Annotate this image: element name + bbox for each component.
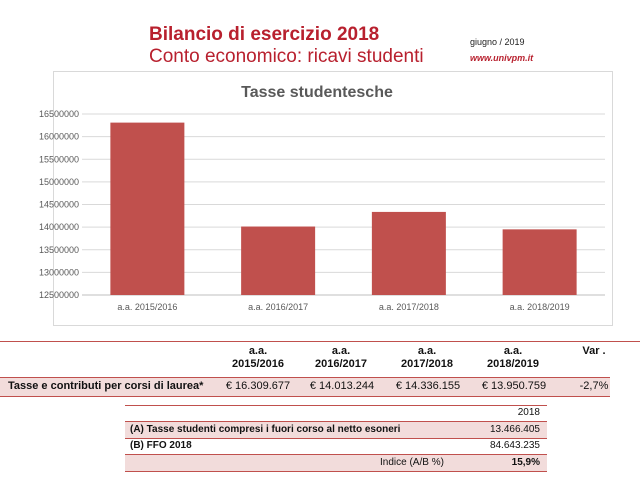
- fees-header-col-3: a.a. 2017/2018: [401, 345, 453, 370]
- fees-value-2018: € 13.950.759: [481, 380, 547, 392]
- index-row-a-label: (A) Tasse studenti compresi i fuori corso al netto esoneri: [130, 424, 401, 435]
- x-tick-label: a.a. 2015/2016: [117, 302, 178, 312]
- index-row-c-label: Indice (A/B %): [380, 457, 444, 468]
- fees-row-label: Tasse e contributi per corsi di laurea*: [8, 380, 204, 392]
- slide-title: Bilancio di esercizio 2018: [149, 24, 380, 45]
- y-tick-label: 14000000: [38, 222, 79, 233]
- chart-title: Tasse studentesche: [241, 84, 393, 101]
- y-tick-label: 15500000: [38, 154, 79, 165]
- x-tick-label: a.a. 2018/2019: [509, 302, 570, 312]
- index-table-bottom-rule: [125, 471, 547, 472]
- fees-table-top-rule: [0, 341, 640, 342]
- y-tick-label: 16500000: [38, 109, 79, 119]
- slide-url[interactable]: www.univpm.it: [470, 53, 534, 63]
- index-year-header: 2018: [517, 407, 540, 418]
- fees-header-col-4: a.a. 2018/2019: [487, 345, 539, 370]
- x-tick-label: a.a. 2016/2017: [248, 302, 309, 312]
- index-row-c-value: 15,9%: [511, 457, 540, 468]
- index-table-top-rule: [125, 405, 547, 406]
- bar-3: [372, 212, 446, 295]
- bar-1: [110, 123, 184, 295]
- index-row-b-value: 84.643.235: [489, 440, 540, 451]
- index-row-b-label: (B) FFO 2018: [130, 440, 192, 451]
- fees-value-2016: € 14.013.244: [309, 380, 375, 392]
- fees-value-var: -2,7%: [579, 380, 609, 392]
- fees-value-2015: € 16.309.677: [225, 380, 291, 392]
- y-tick-label: 15000000: [38, 176, 79, 187]
- y-tick-label: 13500000: [38, 244, 79, 255]
- slide-subtitle: Conto economico: ricavi studenti: [149, 46, 424, 67]
- bar-2: [241, 227, 315, 295]
- y-tick-label: 12500000: [38, 290, 79, 300]
- fees-header-col-1: a.a. 2015/2016: [232, 345, 284, 370]
- index-table-rule-2: [125, 438, 547, 439]
- fees-header-var: Var .: [582, 345, 606, 357]
- y-tick-label: 13000000: [38, 267, 79, 278]
- bar-4: [503, 229, 577, 295]
- y-tick-label: 16000000: [38, 131, 79, 142]
- index-row-a-value: 13.466.405: [489, 424, 540, 435]
- fees-header-col-2: a.a. 2016/2017: [315, 345, 367, 370]
- y-tick-label: 14500000: [38, 199, 79, 210]
- x-tick-label: a.a. 2017/2018: [378, 302, 439, 312]
- fees-value-2017: € 14.336.155: [395, 380, 461, 392]
- slide-date: giugno / 2019: [470, 37, 525, 47]
